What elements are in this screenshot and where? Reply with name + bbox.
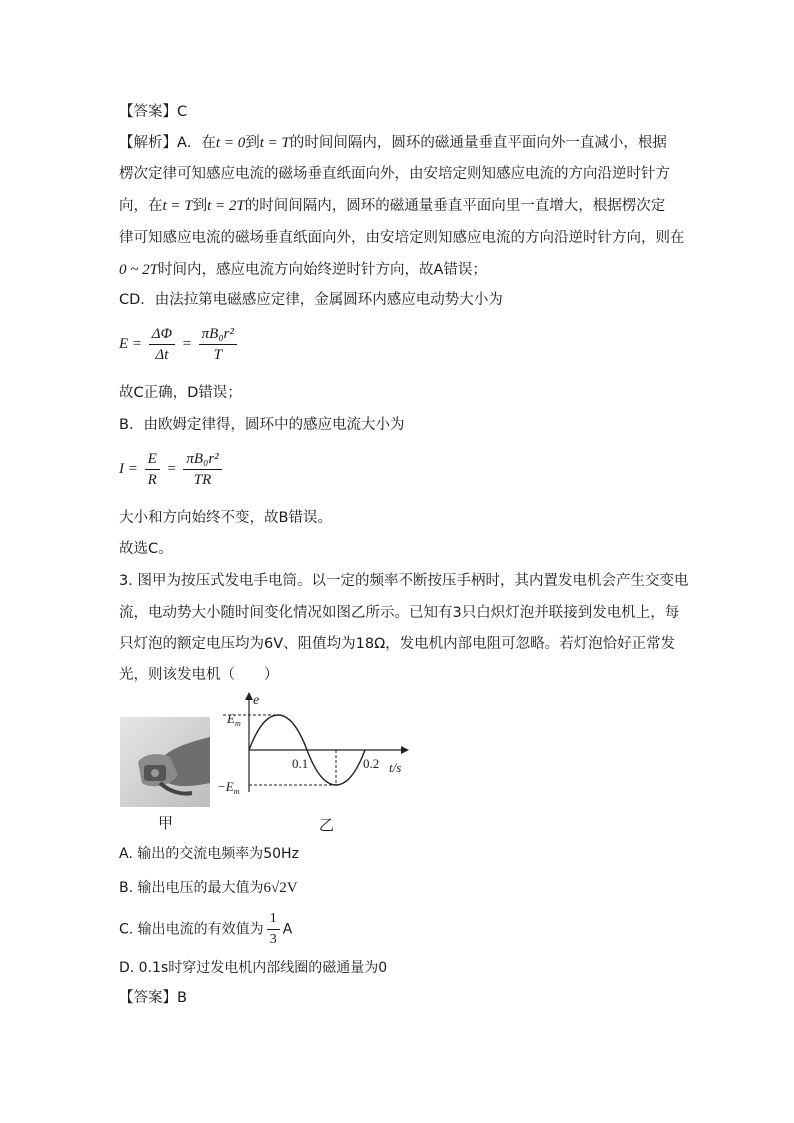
y-axis-label: e — [253, 693, 260, 708]
analysis-line-4: 律可知感应电流的磁场垂直纸面向外，由安培定则知感应电流的方向沿逆时针方向，则在 — [119, 230, 685, 246]
answer-line-2 — [119, 988, 187, 1008]
option-b-text: B. 输出电压的最大值为 — [119, 880, 264, 896]
fraction — [199, 325, 237, 364]
answer-label: 【答案】 — [119, 990, 177, 1006]
tick-label-0.2: 0.2 — [363, 756, 380, 771]
equation-current — [119, 450, 225, 489]
eq-sign: = — [166, 460, 177, 477]
fraction-denominator: T — [213, 347, 222, 363]
tick-label-0.1: 0.1 — [292, 756, 309, 771]
math-t0: t = 0 — [215, 135, 246, 151]
fraction-denominator: R — [147, 472, 157, 488]
math-range: 0 ~ 2T — [119, 262, 158, 278]
fraction-numerator: 1 — [267, 910, 280, 930]
option-b — [119, 877, 298, 897]
answer-line — [119, 102, 187, 122]
emf-graph — [213, 690, 423, 800]
x-axis-label: t/s — [389, 760, 402, 775]
fraction — [145, 450, 160, 489]
fraction-numerator: πB₀r² — [199, 325, 237, 345]
fraction-denominator: Δt — [155, 347, 169, 363]
analysis-line-8: B．由欧姆定律得，圆环中的感应电流大小为 — [119, 417, 405, 433]
analysis-text: 到 — [192, 198, 208, 214]
math-tT: t = T — [162, 198, 193, 214]
answer-value: C — [177, 104, 188, 120]
neg-em-label: $-E_m$ — [217, 779, 240, 796]
math-tT: t = T — [259, 135, 290, 151]
option-c-unit: A — [282, 921, 293, 938]
option-b-value: 6√2V — [263, 880, 298, 896]
analysis-line-3 — [119, 196, 665, 216]
option-c — [119, 910, 292, 949]
figure-caption-left: 甲 — [158, 814, 174, 832]
option-c-text: C. 输出电流的有效值为 — [119, 921, 264, 938]
math-t2T: t = 2T — [207, 198, 245, 214]
analysis-line-10: 故选C。 — [119, 541, 173, 557]
analysis-line-1 — [119, 133, 667, 153]
fraction-denominator: 3 — [269, 932, 277, 947]
question3-line-4: 光，则该发电机（ ） — [119, 667, 279, 683]
question3-line-2: 流，电动势大小随时间变化情况如图乙所示。已知有3只白炽灯泡并联接到发电机上，每 — [119, 605, 680, 621]
analysis-line-7: 故C正确，D错误； — [119, 385, 242, 401]
analysis-line-9: 大小和方向始终不变，故B错误。 — [119, 510, 332, 526]
question3-line-3: 只灯泡的额定电压均为6V、阻值均为18Ω，发电机内部电阻可忽略。若灯泡恰好正常发 — [119, 636, 676, 652]
analysis-text: 向，在 — [119, 198, 163, 214]
flashlight-photo — [120, 717, 210, 807]
option-d: D. 0.1s时穿过发电机内部线圈的磁通量为0 — [119, 960, 388, 976]
question3-line-1: 3. 图甲为按压式发电手电筒。以一定的频率不断按压手柄时，其内置发电机会产生交变电 — [119, 573, 689, 589]
fraction-denominator: TR — [193, 472, 212, 488]
x-axis-arrow-icon — [401, 746, 409, 754]
eq-lhs: E = — [119, 335, 143, 352]
fraction — [149, 325, 175, 364]
y-axis-arrow-icon — [245, 692, 253, 700]
analysis-text: A．在 — [177, 135, 216, 151]
em-label: $E_m$ — [227, 711, 241, 728]
answer-label: 【答案】 — [119, 104, 177, 120]
eq-lhs: I = — [119, 460, 138, 477]
option-a: A. 输出的交流电频率为50Hz — [119, 846, 299, 862]
figure-caption-right: 乙 — [319, 816, 335, 834]
fraction — [267, 910, 280, 949]
analysis-text: 到 — [245, 135, 260, 151]
analysis-line-6: CD．由法拉第电磁感应定律，金属圆环内感应电动势大小为 — [119, 292, 503, 308]
analysis-text: 的时间间隔内，圆环的磁通量垂直平面向外一直减小，根据 — [289, 135, 667, 151]
fraction-numerator: πB₀r² — [183, 450, 221, 470]
fraction-numerator: ΔΦ — [149, 325, 175, 345]
analysis-line-5 — [119, 260, 487, 280]
eq-sign: = — [181, 335, 192, 352]
analysis-text: 时间内，感应电流方向始终逆时针方向，故A错误； — [157, 262, 487, 278]
fraction — [183, 450, 221, 489]
analysis-text: 的时间间隔内，圆环的磁通量垂直平面向里一直增大，根据楞次定 — [244, 198, 666, 214]
fraction-numerator: E — [145, 450, 160, 470]
answer-value: B — [177, 990, 187, 1006]
analysis-label: 【解析】 — [119, 135, 177, 151]
analysis-line-2: 楞次定律可知感应电流的磁场垂直纸面向外，由安培定则知感应电流的方向沿逆时针方 — [119, 166, 670, 182]
equation-emf — [119, 325, 240, 364]
